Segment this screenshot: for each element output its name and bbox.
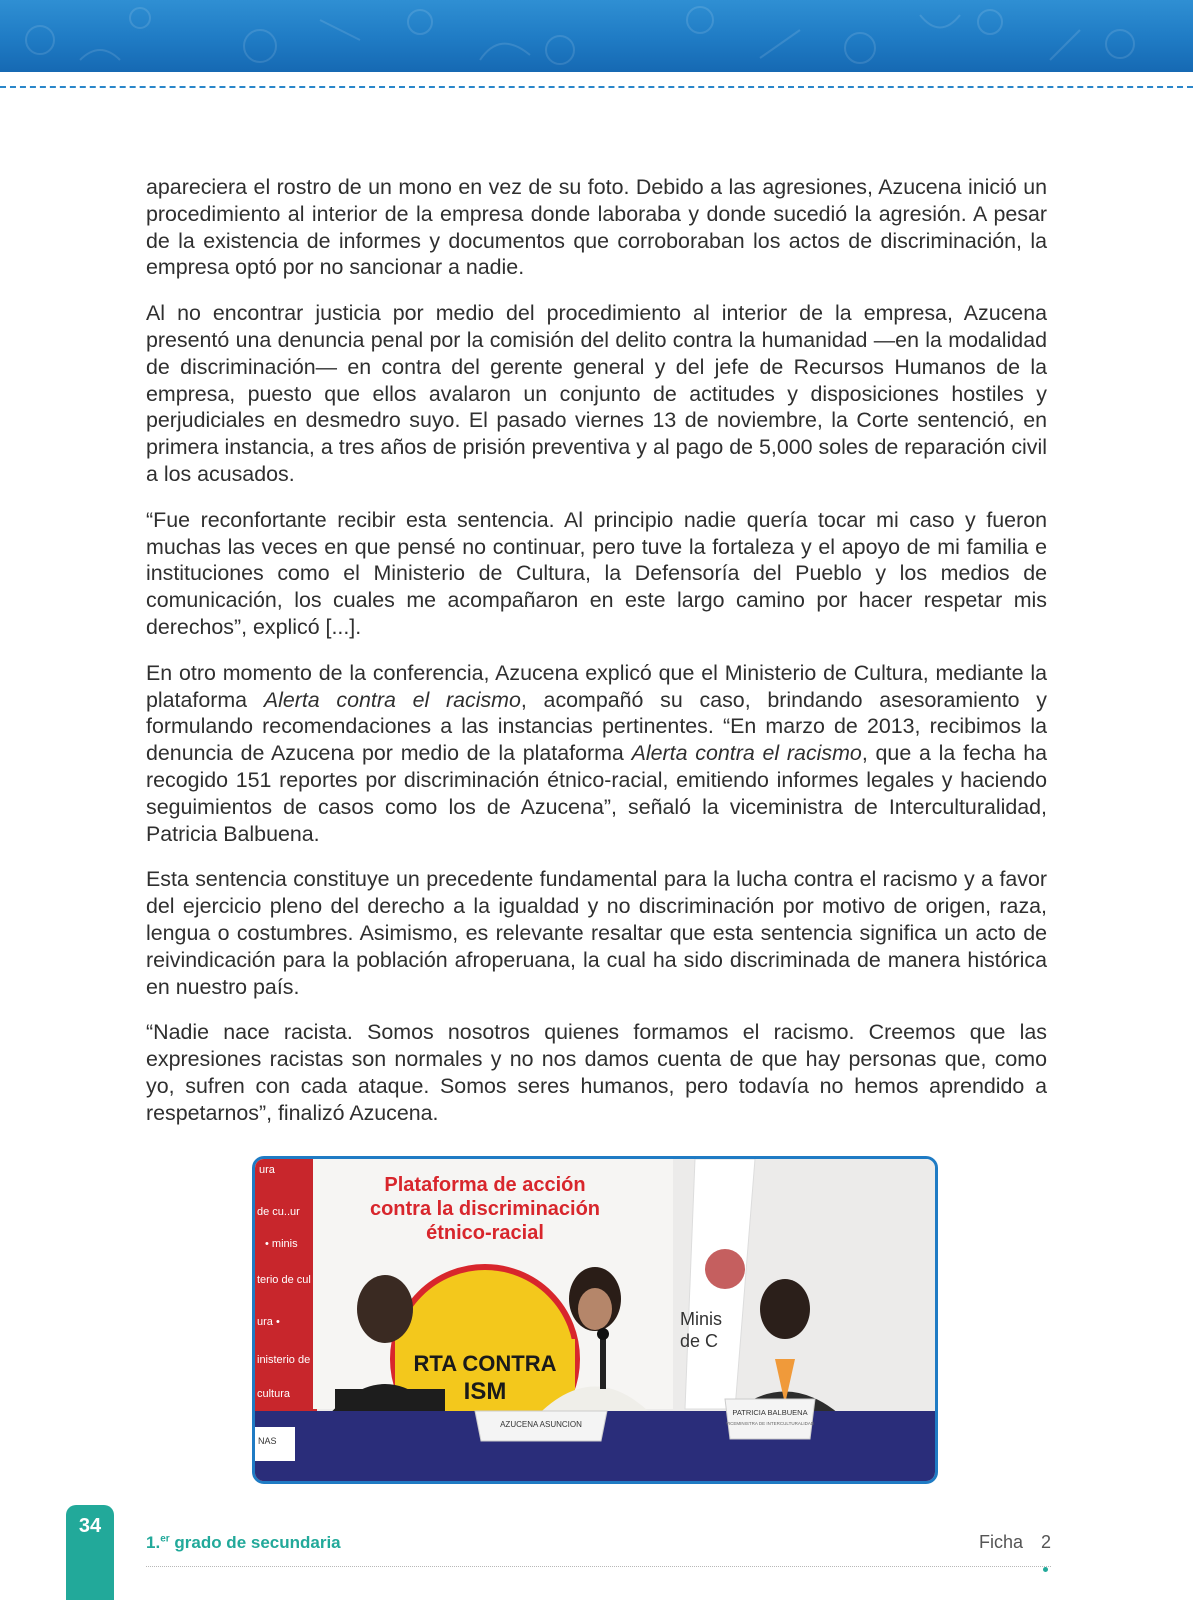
page-number: 34: [78, 1515, 102, 1537]
wall-text: de cu..ur: [257, 1206, 300, 1218]
footer-dot: [1043, 1567, 1048, 1572]
wall-text: • minis: [265, 1238, 298, 1250]
footer-rule: [146, 1566, 1051, 1567]
wall-text: ura •: [257, 1316, 280, 1328]
press-conference-photo: [252, 1156, 938, 1484]
wall-text: terio de cul: [257, 1274, 311, 1286]
poster-text: ISM: [463, 1378, 507, 1405]
paragraph-2: Al no encontrar justicia por medio del procedimiento al interior de la empresa, Azucena presentó una denuncia penal por la comisión del delito contra la humanidad —en la modalidad de discriminación— en contra del gerente general y del jefe de Recursos Humanos de la empresa, puesto que ellos avalaron un conjunto de actitudes y disposiciones hostiles y perjudiciales en desmedro suyo. El pasado viernes 13 de noviembre, la Corte sentenció, en primera instancia, a tres años de prisión preventiva y al pago de 5,000 soles de reparación civil a los acusados.: [146, 301, 1047, 486]
banner-line-3: étnico-racial: [426, 1222, 544, 1244]
grade-label: [146, 1533, 341, 1553]
platform-name-italic: Alerta contra el racismo: [631, 741, 862, 766]
poster-text: RTA CONTRA: [413, 1351, 557, 1376]
grade-prefix: 1.: [146, 1533, 161, 1552]
sign-right-subtext: VICEMINISTRA DE INTERCULTURALIDAD: [725, 1421, 815, 1426]
paragraph-5: Esta sentencia constituye un precedente fundamental para la lucha contra el racismo y a favor del ejercicio pleno del derecho a la igualdad y no discriminación por motivo de origen, raza, lengua o costumbres. Asimismo, es relevante resaltar que esta sentencia significa un acto de reivindicación para la población afroperuana, la cual ha sido discriminada de manera histórica en nuestro país.: [146, 867, 1047, 999]
paragraph-4-text-b: , acompañó su caso, brindando asesoramiento y formulando recomendaciones a las instancias pertinentes. “En marzo de 2013, recibimos la denuncia de Azucena por medio de la plataforma: [146, 687, 1047, 766]
sign-right-text: PATRICIA BALBUENA: [732, 1408, 808, 1417]
ficha-word: Ficha: [978, 1532, 1023, 1552]
paragraph-3: “Fue reconfortante recibir esta sentencia. Al principio nadie quería tocar mi caso y fueron muchas las veces en que pensé no continuar, pero tuve la fortaleza y el apoyo de mi familia e instituciones como el Ministerio de Cultura, la Defensoría del Pueblo y los medios de comunicación, los cuales me acompañaron en este largo camino por hacer respetar mis derechos”, explicó [...].: [146, 507, 1047, 639]
wall-text: cultura: [257, 1388, 291, 1400]
sign-left-text: AZUCENA ASUNCION: [500, 1420, 582, 1429]
header-doodles: [0, 0, 1193, 72]
platform-name-italic: Alerta contra el racismo: [263, 687, 521, 712]
name-sign-right: [725, 1399, 815, 1439]
grade-superscript: er: [160, 1533, 170, 1545]
header-dashed-rule: [0, 86, 1193, 88]
paragraph-4-text-a: En otro momento de la conferencia, Azucena explicó que el Ministerio de Cultura, mediante la plataforma: [146, 660, 1047, 712]
ficha-label: [979, 1532, 1051, 1553]
banner-line-2: contra la discriminación: [369, 1198, 601, 1220]
grade-text: grado de secundaria: [169, 1533, 341, 1552]
banner-line-1: Plataforma de acción: [384, 1174, 586, 1196]
wall-text: ura: [259, 1164, 275, 1176]
paragraph-4-text-c: , que a la fecha ha recogido 151 reportes por discriminación étnico-racial, emitiendo informes legales y haciendo seguimientos de casos como los de Azucena”, señaló la viceministra de Interculturalidad, Patricia Balbuena.: [146, 741, 1048, 846]
wall-text: inisterio de: [257, 1354, 311, 1366]
paragraph-4: [146, 660, 1047, 848]
flag-text: Minis: [680, 1309, 723, 1329]
header-band: [0, 0, 1193, 72]
paragraph-1: apareciera el rostro de un mono en vez de su foto. Debido a las agresiones, Azucena inició un procedimiento al interior de la empresa donde laboraba y donde sucedió la agresión. A pesar de la existencia de informes y documentos que corroboraban los actos de discriminación, la empresa optó por no sancionar a nadie.: [146, 175, 1047, 280]
flag-text: de C: [680, 1331, 719, 1351]
ficha-number: 2: [1040, 1532, 1051, 1552]
paragraph-6: “Nadie nace racista. Somos nosotros quienes formamos el racismo. Creemos que las expresiones racistas son normales y no nos damos cuenta de que hay personas que, como yo, sufren con cada ataque. Somos seres humanos, pero todavía no hemos aprendido a respetarnos”, finalizó Azucena.: [146, 1020, 1047, 1125]
wall-text: NAS: [258, 1436, 277, 1446]
article-body: [146, 174, 1047, 1146]
page-number-tab: [66, 1505, 114, 1600]
